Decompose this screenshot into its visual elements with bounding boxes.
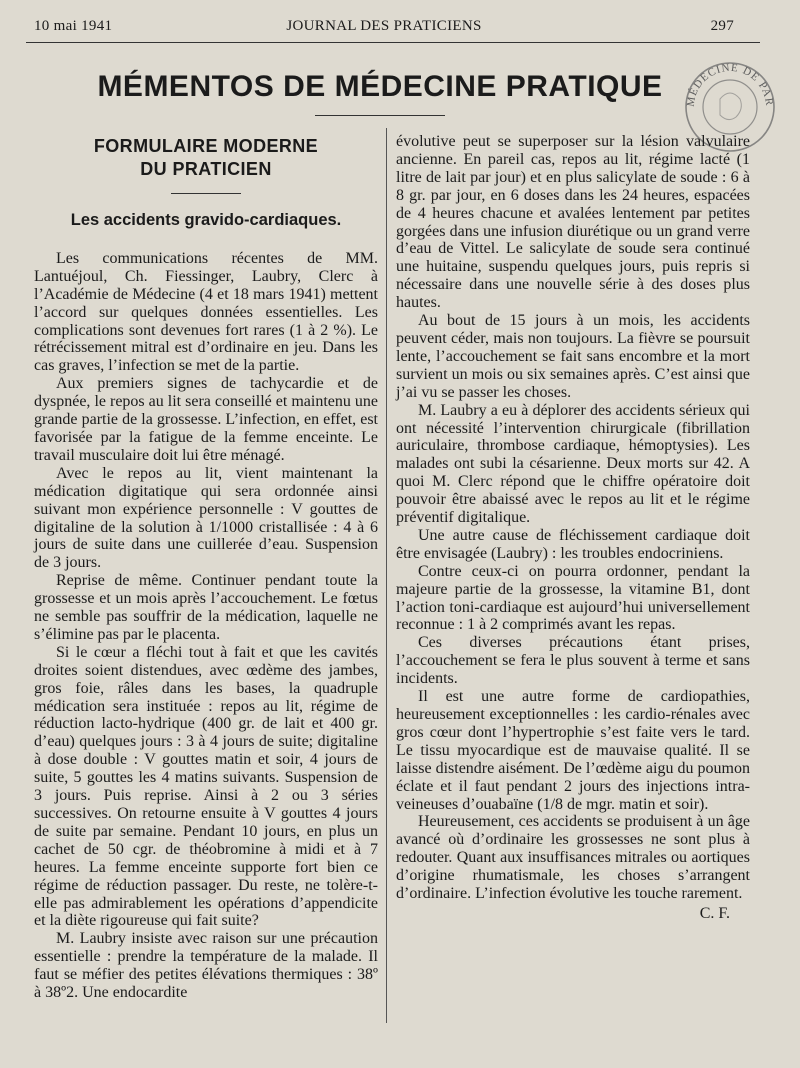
author-signature: C. F. (699, 904, 730, 922)
paragraph: Aux premiers signes de tachycardie et de dyspnée, le repos au lit sera conseillé et maintenu une grande partie de la grossesse. L’infection, en effet, est favorisée par la fatigue de la femme enceinte. Le travail musculaire doit lui être ménagé. (34, 375, 378, 464)
left-column (34, 130, 378, 1002)
journal-name: JOURNAL DES PRATICIENS (286, 18, 482, 34)
paragraph: Les communications récentes de MM. Lantuéjoul, Ch. Fiessinger, Laubry, Clerc à l’Académie de Médecine (4 et 18 mars 1941) mettent l’accord sur quelques données essentielles. Les complications sont devenues fort rares (1 à 2 %). Le rétrécissement mitral est d’ordinaire en jeu. Dans les cas graves, l’infection se met de la partie. (34, 249, 378, 375)
issue-date: 10 mai 1941 (34, 18, 113, 34)
right-column (396, 133, 750, 923)
paragraph: Heureusement, ces accidents se produisent à un âge avancé où d’ordinaire les grossesses ne sont plus à redouter. Quant aux insuffisances mitrales ou aortiques d’origine rhumatismale, les choses s’arrangent d’ordinaire. L’infection évolutive les touche rarement. (396, 813, 750, 903)
paragraph-continued: évolutive peut se superposer sur la lésion valvulaire ancienne. En pareil cas, repos au lit, régime lacté (1 litre de lait par jour) et en plus salicylate de soude : 6 à 8 gr. par jour, en 6 doses dans les 24 heures, espacées de 4 heures chacune et avalées lentement par petites gorgées dans une infusion diurétique ou un grand verre d’eau de Vittel. Le salicylate de soude sera continué une huitaine, suspendu quelques jours, puis repris si nécessaire dans une nouvelle série à des doses plus hautes. (396, 133, 750, 312)
header-rule (26, 42, 760, 43)
paragraph: Au bout de 15 jours à un mois, les accidents peuvent céder, mais non toujours. La fièvre se poursuit lente, l’accouchement se fait sans encombre et la mort survient un mois ou six semaines après. C’est ainsi que j’ai vu se passer les choses. (396, 312, 750, 401)
svg-text:MÉDECINE DE PARIS: MÉDECINE DE PAR (684, 61, 776, 108)
paragraph: M. Laubry insiste avec raison sur une précaution essentielle : prendre la température de la malade. Il faut se méfier des petites élévations thermiques : 38º à 38º2. Une endocardite (34, 930, 378, 1002)
paragraph: Une autre cause de fléchissement cardiaque doit être envisagée (Laubry) : les troubles endocriniens. (396, 526, 750, 562)
page-number: 297 (710, 18, 734, 34)
column-divider (386, 128, 387, 1023)
section-rule (171, 193, 241, 194)
paragraph: M. Laubry a eu à déplorer des accidents sérieux qui ont nécessité l’intervention chirurgicale (fibrillation auriculaire, thrombose cardiaque, hémoptysies). Les malades ont subi la césarienne. Deux morts sur 42. A quoi M. Clerc répond que le chiffre opératoire doit pouvoir être abaissé avec le repos au lit et le régime préventif digitalique. (396, 401, 750, 527)
paragraph: Si le cœur a fléchi tout à fait et que les cavités droites soient distendues, avec œdème des jambes, gros foie, râles dans les bases, la quadruple médication sera instituée : repos au lit, régime de réduction lacto-hydrique (400 gr. de lait et 400 gr. d’eau) quelques jours : 3 à 4 jours de suite; digitaline à dose double : V gouttes matin et soir, 4 jours de suite, 5 gouttes les 4 matins suivants. Suspension de 3 jours. Puis reprise. Ainsi à 2 ou 3 séries successives. On retourne ensuite à V gouttes 4 jours de suite par semaine. Pendant 10 jours, en plus un cachet de 50 cgr. de théobromine à midi et à 7 heures. La femme enceinte supporte fort bien ce régime de réduction passager. Du reste, ne tolère-t-elle pas admirablement les opérations d’appendicite et la diète rigoureuse qui fait suite? (34, 643, 378, 930)
section-title (34, 135, 378, 181)
article-title: Les accidents gravido-cardiaques. (70, 211, 342, 229)
paragraph: Avec le repos au lit, vient maintenant la médication digitatique qui sera ordonnée ainsi suivant mon expérience personnelle : V gouttes de digitaline de la solution à 1/1000 cristallisée : 4 à 6 jours de suite dans une cuillerée d’eau. Suspension de 3 jours. (34, 464, 378, 572)
section-title-line-2: DU PRATICIEN (140, 159, 272, 179)
page-title: MÉMENTOS DE MÉDECINE PRATIQUE (97, 70, 663, 103)
running-head (34, 18, 734, 40)
paragraph: Reprise de même. Continuer pendant toute la grossesse et un mois après l’accouchement. Le fœtus ne semble pas souffrir de la médication, laquelle ne s’élimine pas par le placenta. (34, 572, 378, 643)
section-title-line-1: FORMULAIRE MODERNE (93, 136, 319, 156)
paragraph: Contre ceux-ci on pourra ordonner, pendant la majeure partie de la grossesse, la vitamine B1, dont l’action toni-cardiaque est aujourd’hui universellement reconnue : 1 à 2 comprimés avant les repas. (396, 562, 750, 634)
paragraph: Ces diverses précautions étant prises, l’accouchement se fera le plus souvent à terme et sans incidents. (396, 634, 750, 688)
title-rule (315, 115, 445, 116)
paragraph: Il est une autre forme de cardiopathies, heureusement exceptionnelles : les cardio-rénales avec gros cœur dont l’hypertrophie s’est faite vers le tard. Le tissu myocardique est de mauvaise qualité. Il se laisse distendre aisément. De l’œdème aigu du poumon éclate et il faut pendant 2 jours des injections intra-veineuses d’ouabaïne (1/8 de mgr. matin et soir). (396, 688, 750, 813)
